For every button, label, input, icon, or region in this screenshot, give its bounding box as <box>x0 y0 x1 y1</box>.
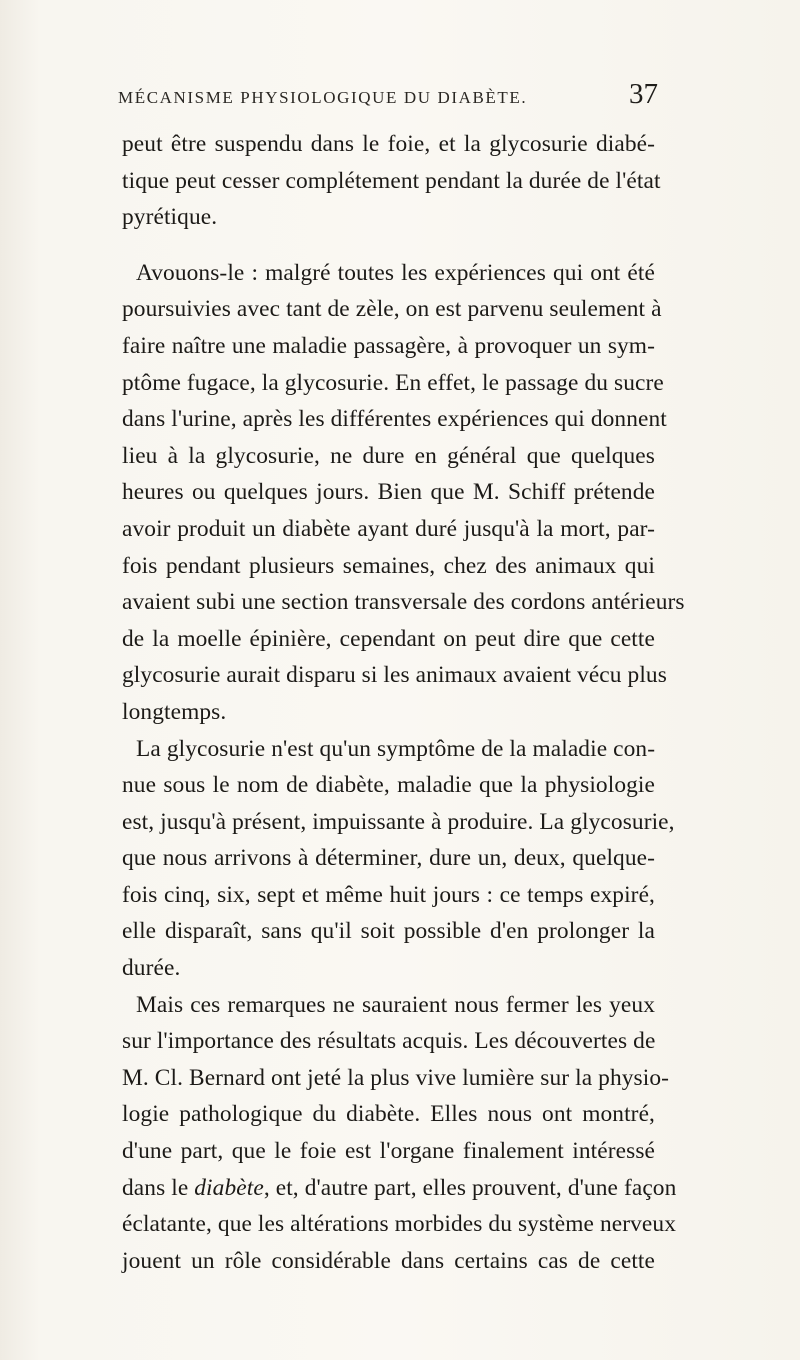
text-segment: dans le <box>122 1174 189 1201</box>
text-line: faire naître une maladie passagère, à provoquer un sym- <box>122 332 655 359</box>
text-line: que nous arrivons à déterminer, dure un, deux, quelque- <box>122 845 655 872</box>
text-segment: , et, d'autre part, elles prouvent, d'une façon <box>263 1174 677 1201</box>
text-line: poursuivies avec tant de zèle, on est parvenu seulement à <box>122 296 662 323</box>
text-line: Mais ces remarques ne sauraient nous fermer les yeux <box>136 991 655 1018</box>
text-line: La glycosurie n'est qu'un symptôme de la maladie con- <box>136 735 656 762</box>
text-line: est, jusqu'à présent, impuissante à produire. La glycosurie, <box>122 808 675 835</box>
text-line: ptôme fugace, la glycosurie. En effet, le passage du sucre <box>122 369 664 396</box>
text-line: M. Cl. Bernard ont jeté la plus vive lumière sur la physio- <box>122 1064 670 1091</box>
text-line: éclatante, que les altérations morbides du système nerveux <box>122 1211 676 1238</box>
text-line: tique peut cesser complétement pendant la durée de l'état <box>122 167 661 194</box>
text-line: de la moelle épinière, cependant on peut dire que cette <box>122 625 655 652</box>
running-title: MÉCANISME PHYSIOLOGIQUE DU DIABÈTE. <box>118 88 528 107</box>
text-line: glycosurie aurait disparu si les animaux avaient vécu plus <box>122 662 667 689</box>
text-line: peut être suspendu dans le foie, et la glycosurie diabé- <box>122 131 655 157</box>
text-line: heures ou quelques jours. Bien que M. Schiff prétende <box>122 479 655 506</box>
text-line: fois pendant plusieurs semaines, chez des animaux qui <box>122 552 655 579</box>
text-line: pyrétique. <box>122 204 218 231</box>
text-line: elle disparaît, sans qu'il soit possible d'en prolonger la <box>122 918 655 945</box>
running-head <box>118 78 658 112</box>
page-number: 37 <box>629 78 658 110</box>
text-line: dans l'urine, après les différentes expériences qui donnent <box>122 406 667 433</box>
text-line: logie pathologique du diabète. Elles nous ont montré, <box>122 1101 655 1128</box>
text-line: durée. <box>122 955 181 982</box>
italic-term: diabète <box>194 1174 264 1201</box>
text-line-with-italic <box>122 1170 677 1207</box>
text-line: jouent un rôle considérable dans certains cas de cette <box>122 1247 655 1274</box>
text-line: Avouons-le : malgré toutes les expériences qui ont été <box>136 259 655 286</box>
text-line: lieu à la glycosurie, ne dure en général que quelques <box>122 442 655 469</box>
text-line: d'une part, que le foie est l'organe finalement intéressé <box>122 1138 655 1165</box>
text-line: nue sous le nom de diabète, maladie que la physiologie <box>122 772 655 799</box>
body-text <box>122 126 685 1279</box>
text-line: fois cinq, six, sept et même huit jours : ce temps expiré, <box>122 881 655 908</box>
text-line: sur l'importance des résultats acquis. Les découvertes de <box>122 1028 656 1055</box>
text-line: avoir produit un diabète ayant duré jusqu'à la mort, par- <box>122 515 655 542</box>
text-line: longtemps. <box>122 698 227 725</box>
text-line: avaient subi une section transversale des cordons antérieurs <box>122 589 685 616</box>
